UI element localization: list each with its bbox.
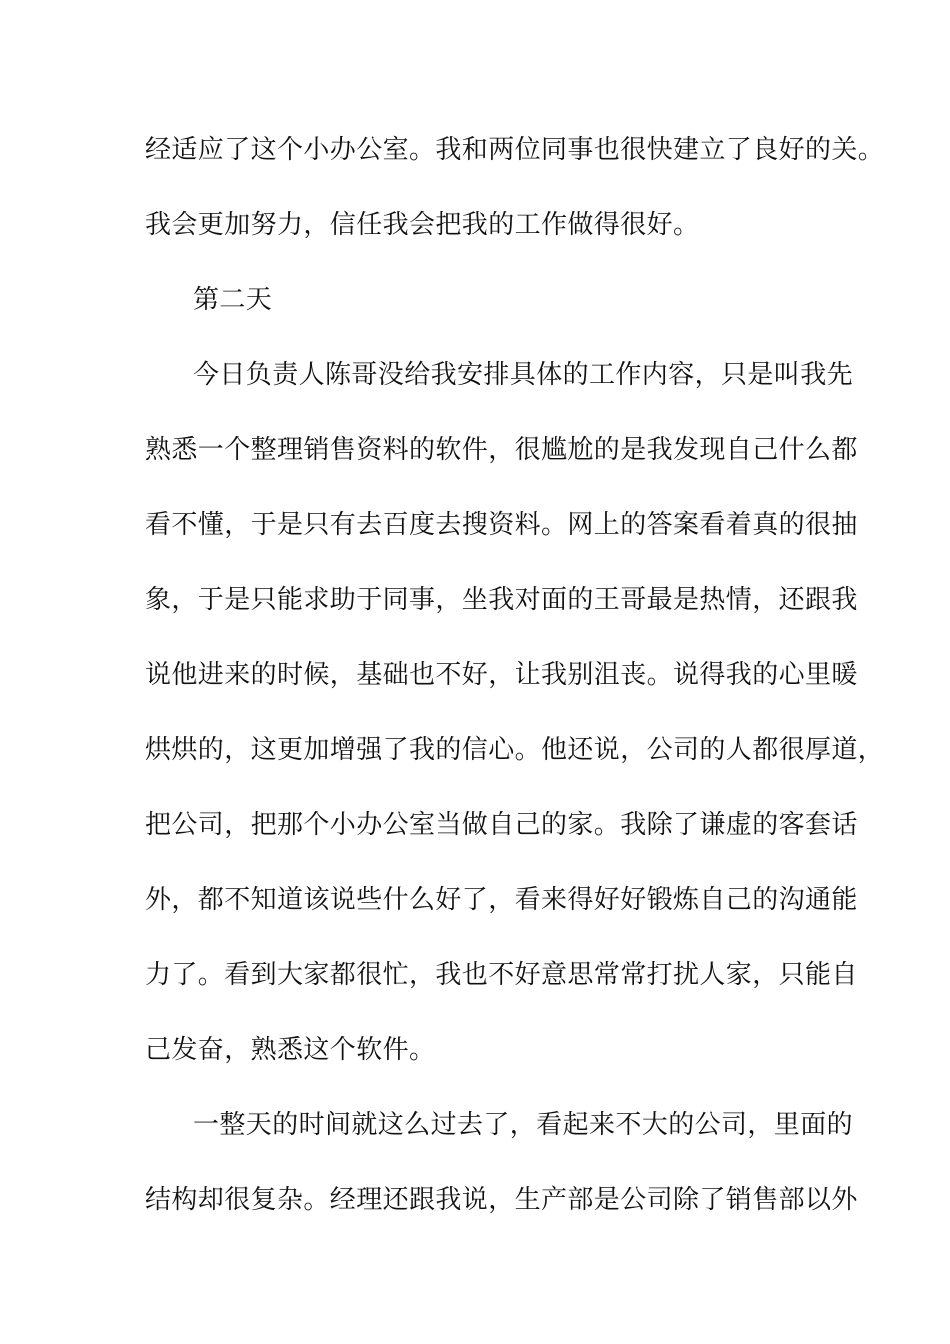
text-line: 今日负责人陈哥没给我安排具体的工作内容，只是叫我先 (193, 360, 854, 390)
text-line: 力了。看到大家都很忙，我也不好意思常常打扰人家，只能自 (145, 960, 858, 990)
text-line: 把公司，把那个小办公室当做自己的家。我除了谦虚的客套话 (145, 810, 858, 840)
text-line: 说他进来的时候，基础也不好，让我别沮丧。说得我的心里暖 (145, 660, 858, 690)
text-line: 熟悉一个整理销售资料的软件，很尴尬的是我发现自己什么都 (145, 435, 858, 465)
text-line: 经适应了这个小办公室。我和两位同事也很快建立了良好的关。 (145, 135, 885, 165)
text-line: 结构却很复杂。经理还跟我说，生产部是公司除了销售部以外 (145, 1185, 858, 1215)
section-heading: 第二天 (193, 285, 273, 315)
text-line: 看不懂，于是只有去百度去搜资料。网上的答案看着真的很抽 (145, 510, 858, 540)
text-line: 我会更加努力，信任我会把我的工作做得很好。 (145, 210, 700, 240)
text-line: 一整天的时间就这么过去了，看起来不大的公司，里面的 (193, 1110, 854, 1140)
text-line: 外，都不知道该说些什么好了，看来得好好锻炼自己的沟通能 (145, 885, 858, 915)
text-line: 己发奋，熟悉这个软件。 (145, 1035, 436, 1065)
text-line: 象，于是只能求助于同事，坐我对面的王哥最是热情，还跟我 (145, 585, 858, 615)
text-line: 烘烘的，这更加增强了我的信心。他还说，公司的人都很厚道， (145, 735, 885, 765)
